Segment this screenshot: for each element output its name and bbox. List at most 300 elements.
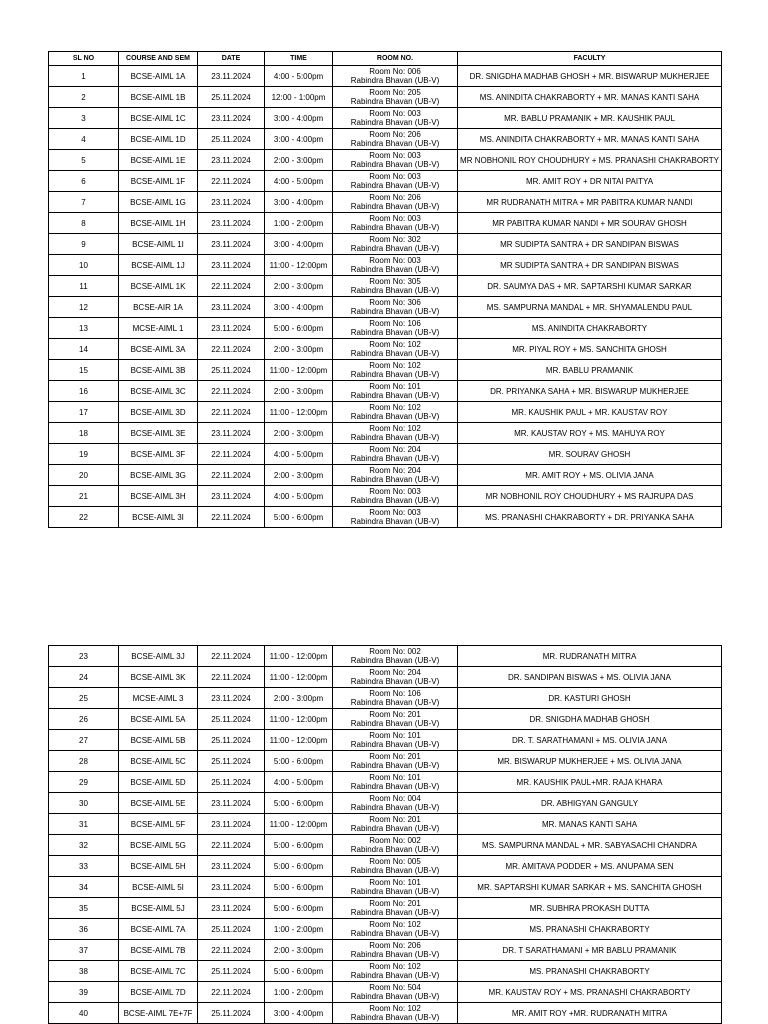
table-row — [49, 667, 722, 688]
time-cell: 4:00 - 5:00pm — [265, 486, 333, 507]
faculty-cell: DR. T SARATHAMANI + MR BABLU PRAMANIK — [458, 940, 722, 961]
date-cell: 25.11.2024 — [198, 751, 265, 772]
course-cell: BCSE-AIML 3G — [119, 465, 198, 486]
time-cell: 11:00 - 12:00pm — [265, 814, 333, 835]
date-cell: 22.11.2024 — [198, 171, 265, 192]
date-cell: 22.11.2024 — [198, 646, 265, 667]
time-cell: 2:00 - 3:00pm — [265, 940, 333, 961]
date-cell: 22.11.2024 — [198, 940, 265, 961]
room-cell — [333, 444, 458, 465]
time-cell: 5:00 - 6:00pm — [265, 793, 333, 814]
room-number: Room No: 101 — [369, 382, 421, 391]
date-cell: 23.11.2024 — [198, 255, 265, 276]
date-cell: 22.11.2024 — [198, 982, 265, 1003]
schedule-table-2 — [48, 645, 722, 1024]
room-cell — [333, 751, 458, 772]
table-row — [49, 360, 722, 381]
date-cell: 23.11.2024 — [198, 486, 265, 507]
sl-no-cell: 23 — [49, 646, 119, 667]
room-building: Rabindra Bhavan (UB-V) — [350, 887, 440, 896]
table-row — [49, 814, 722, 835]
room-building: Rabindra Bhavan (UB-V) — [350, 223, 440, 232]
room-building: Rabindra Bhavan (UB-V) — [350, 803, 440, 812]
time-cell: 2:00 - 3:00pm — [265, 381, 333, 402]
room-cell — [333, 1003, 458, 1024]
room-cell — [333, 898, 458, 919]
table-row — [49, 465, 722, 486]
header-time: TIME — [265, 52, 333, 66]
course-cell: BCSE-AIML 3K — [119, 667, 198, 688]
time-cell: 11:00 - 12:00pm — [265, 667, 333, 688]
course-cell: BCSE-AIML 1G — [119, 192, 198, 213]
course-cell: BCSE-AIML 3D — [119, 402, 198, 423]
table-row — [49, 877, 722, 898]
time-cell: 3:00 - 4:00pm — [265, 129, 333, 150]
course-cell: BCSE-AIML 5J — [119, 898, 198, 919]
course-cell: BCSE-AIML 3J — [119, 646, 198, 667]
date-cell: 22.11.2024 — [198, 402, 265, 423]
time-cell: 4:00 - 5:00pm — [265, 444, 333, 465]
table-row — [49, 486, 722, 507]
date-cell: 23.11.2024 — [198, 898, 265, 919]
room-cell — [333, 255, 458, 276]
faculty-cell: MR. PIYAL ROY + MS. SANCHITA GHOSH — [458, 339, 722, 360]
course-cell: BCSE-AIML 3E — [119, 423, 198, 444]
time-cell: 11:00 - 12:00pm — [265, 402, 333, 423]
room-building: Rabindra Bhavan (UB-V) — [350, 139, 440, 148]
header-faculty: FACULTY — [458, 52, 722, 66]
room-building: Rabindra Bhavan (UB-V) — [350, 433, 440, 442]
faculty-cell: MR SUDIPTA SANTRA + DR SANDIPAN BISWAS — [458, 234, 722, 255]
room-building: Rabindra Bhavan (UB-V) — [350, 992, 440, 1001]
header-sl-no: SL NO — [49, 52, 119, 66]
sl-no-cell: 2 — [49, 87, 119, 108]
room-building: Rabindra Bhavan (UB-V) — [350, 698, 440, 707]
date-cell: 25.11.2024 — [198, 129, 265, 150]
schedule-table-1 — [48, 51, 722, 528]
room-building: Rabindra Bhavan (UB-V) — [350, 76, 440, 85]
course-cell: BCSE-AIML 1B — [119, 87, 198, 108]
room-building: Rabindra Bhavan (UB-V) — [350, 517, 440, 526]
table-row — [49, 255, 722, 276]
room-number: Room No: 102 — [369, 1004, 421, 1013]
room-building: Rabindra Bhavan (UB-V) — [350, 286, 440, 295]
room-cell — [333, 339, 458, 360]
room-building: Rabindra Bhavan (UB-V) — [350, 349, 440, 358]
room-number: Room No: 206 — [369, 941, 421, 950]
course-cell: BCSE-AIML 5B — [119, 730, 198, 751]
table-row — [49, 444, 722, 465]
sl-no-cell: 11 — [49, 276, 119, 297]
faculty-cell: DR. KASTURI GHOSH — [458, 688, 722, 709]
course-cell: BCSE-AIML 3F — [119, 444, 198, 465]
room-building: Rabindra Bhavan (UB-V) — [350, 202, 440, 211]
date-cell: 22.11.2024 — [198, 507, 265, 528]
room-building: Rabindra Bhavan (UB-V) — [350, 118, 440, 127]
room-building: Rabindra Bhavan (UB-V) — [350, 181, 440, 190]
room-cell — [333, 213, 458, 234]
course-cell: BCSE-AIML 5I — [119, 877, 198, 898]
date-cell: 23.11.2024 — [198, 423, 265, 444]
room-building: Rabindra Bhavan (UB-V) — [350, 454, 440, 463]
room-building: Rabindra Bhavan (UB-V) — [350, 677, 440, 686]
table-row — [49, 66, 722, 87]
room-cell — [333, 835, 458, 856]
faculty-cell: MR. BISWARUP MUKHERJEE + MS. OLIVIA JANA — [458, 751, 722, 772]
faculty-cell: DR. PRIYANKA SAHA + MR. BISWARUP MUKHERJEE — [458, 381, 722, 402]
course-cell: BCSE-AIML 1H — [119, 213, 198, 234]
room-building: Rabindra Bhavan (UB-V) — [350, 265, 440, 274]
room-cell — [333, 108, 458, 129]
course-cell: BCSE-AIML 5A — [119, 709, 198, 730]
faculty-cell: DR. SAUMYA DAS + MR. SAPTARSHI KUMAR SARKAR — [458, 276, 722, 297]
faculty-cell: MR. AMIT ROY + DR NITAI PAITYA — [458, 171, 722, 192]
time-cell: 1:00 - 2:00pm — [265, 213, 333, 234]
room-cell — [333, 297, 458, 318]
sl-no-cell: 8 — [49, 213, 119, 234]
sl-no-cell: 30 — [49, 793, 119, 814]
date-cell: 23.11.2024 — [198, 877, 265, 898]
room-cell — [333, 814, 458, 835]
room-cell — [333, 87, 458, 108]
table-row — [49, 1003, 722, 1024]
faculty-cell: MR. SUBHRA PROKASH DUTTA — [458, 898, 722, 919]
sl-no-cell: 36 — [49, 919, 119, 940]
room-cell — [333, 234, 458, 255]
course-cell: MCSE-AIML 1 — [119, 318, 198, 339]
faculty-cell: DR. ABHIGYAN GANGULY — [458, 793, 722, 814]
room-building: Rabindra Bhavan (UB-V) — [350, 307, 440, 316]
sl-no-cell: 19 — [49, 444, 119, 465]
table-row — [49, 150, 722, 171]
course-cell: BCSE-AIML 3H — [119, 486, 198, 507]
faculty-cell: MS. PRANASHI CHAKRABORTY — [458, 919, 722, 940]
room-number: Room No: 204 — [369, 668, 421, 677]
course-cell: BCSE-AIML 1I — [119, 234, 198, 255]
sl-no-cell: 33 — [49, 856, 119, 877]
course-cell: BCSE-AIML 5H — [119, 856, 198, 877]
sl-no-cell: 14 — [49, 339, 119, 360]
room-number: Room No: 204 — [369, 466, 421, 475]
time-cell: 4:00 - 5:00pm — [265, 772, 333, 793]
time-cell: 5:00 - 6:00pm — [265, 877, 333, 898]
course-cell: MCSE-AIML 3 — [119, 688, 198, 709]
faculty-cell: MR. MANAS KANTI SAHA — [458, 814, 722, 835]
room-number: Room No: 504 — [369, 983, 421, 992]
table-row — [49, 688, 722, 709]
time-cell: 3:00 - 4:00pm — [265, 192, 333, 213]
room-cell — [333, 192, 458, 213]
sl-no-cell: 15 — [49, 360, 119, 381]
course-cell: BCSE-AIML 5E — [119, 793, 198, 814]
table-row — [49, 381, 722, 402]
room-cell — [333, 381, 458, 402]
table-row — [49, 171, 722, 192]
faculty-cell: MR. RUDRANATH MITRA — [458, 646, 722, 667]
room-cell — [333, 940, 458, 961]
sl-no-cell: 29 — [49, 772, 119, 793]
time-cell: 5:00 - 6:00pm — [265, 898, 333, 919]
table-row — [49, 919, 722, 940]
room-cell — [333, 360, 458, 381]
sl-no-cell: 32 — [49, 835, 119, 856]
faculty-cell: MS. ANINDITA CHAKRABORTY + MR. MANAS KANTI SAHA — [458, 87, 722, 108]
room-building: Rabindra Bhavan (UB-V) — [350, 740, 440, 749]
table-row — [49, 856, 722, 877]
room-cell — [333, 66, 458, 87]
room-cell — [333, 709, 458, 730]
room-cell — [333, 772, 458, 793]
room-number: Room No: 201 — [369, 815, 421, 824]
time-cell: 11:00 - 12:00pm — [265, 255, 333, 276]
sl-no-cell: 21 — [49, 486, 119, 507]
course-cell: BCSE-AIML 1F — [119, 171, 198, 192]
time-cell: 5:00 - 6:00pm — [265, 507, 333, 528]
sl-no-cell: 7 — [49, 192, 119, 213]
date-cell: 25.11.2024 — [198, 961, 265, 982]
room-number: Room No: 102 — [369, 361, 421, 370]
faculty-cell: MR PABITRA KUMAR NANDI + MR SOURAV GHOSH — [458, 213, 722, 234]
faculty-cell: DR. SANDIPAN BISWAS + MS. OLIVIA JANA — [458, 667, 722, 688]
room-building: Rabindra Bhavan (UB-V) — [350, 412, 440, 421]
room-building: Rabindra Bhavan (UB-V) — [350, 496, 440, 505]
time-cell: 4:00 - 5:00pm — [265, 66, 333, 87]
course-cell: BCSE-AIML 1J — [119, 255, 198, 276]
room-building: Rabindra Bhavan (UB-V) — [350, 719, 440, 728]
sl-no-cell: 25 — [49, 688, 119, 709]
date-cell: 22.11.2024 — [198, 339, 265, 360]
course-cell: BCSE-AIML 5F — [119, 814, 198, 835]
room-number: Room No: 003 — [369, 172, 421, 181]
date-cell: 23.11.2024 — [198, 66, 265, 87]
room-cell — [333, 856, 458, 877]
time-cell: 5:00 - 6:00pm — [265, 751, 333, 772]
course-cell: BCSE-AIR 1A — [119, 297, 198, 318]
course-cell: BCSE-AIML 1C — [119, 108, 198, 129]
faculty-cell: DR. SNIGDHA MADHAB GHOSH + MR. BISWARUP MUKHERJEE — [458, 66, 722, 87]
table-row — [49, 646, 722, 667]
room-building: Rabindra Bhavan (UB-V) — [350, 244, 440, 253]
faculty-cell: MR. SAPTARSHI KUMAR SARKAR + MS. SANCHITA GHOSH — [458, 877, 722, 898]
room-number: Room No: 003 — [369, 256, 421, 265]
room-number: Room No: 201 — [369, 899, 421, 908]
sl-no-cell: 1 — [49, 66, 119, 87]
room-cell — [333, 507, 458, 528]
faculty-cell: MR NOBHONIL ROY CHOUDHURY + MS. PRANASHI CHAKRABORTY — [458, 150, 722, 171]
date-cell: 22.11.2024 — [198, 835, 265, 856]
room-building: Rabindra Bhavan (UB-V) — [350, 761, 440, 770]
course-cell: BCSE-AIML 1A — [119, 66, 198, 87]
course-cell: BCSE-AIML 3B — [119, 360, 198, 381]
course-cell: BCSE-AIML 5C — [119, 751, 198, 772]
room-cell — [333, 793, 458, 814]
table-row — [49, 339, 722, 360]
header-room-no: ROOM NO. — [333, 52, 458, 66]
room-building: Rabindra Bhavan (UB-V) — [350, 845, 440, 854]
date-cell: 25.11.2024 — [198, 730, 265, 751]
room-number: Room No: 305 — [369, 277, 421, 286]
date-cell: 25.11.2024 — [198, 1003, 265, 1024]
table-row — [49, 276, 722, 297]
time-cell: 5:00 - 6:00pm — [265, 318, 333, 339]
time-cell: 2:00 - 3:00pm — [265, 339, 333, 360]
date-cell: 25.11.2024 — [198, 87, 265, 108]
sl-no-cell: 9 — [49, 234, 119, 255]
header-course-sem: COURSE AND SEM — [119, 52, 198, 66]
room-building: Rabindra Bhavan (UB-V) — [350, 782, 440, 791]
faculty-cell: MS. SAMPURNA MANDAL + MR. SHYAMALENDU PAUL — [458, 297, 722, 318]
room-building: Rabindra Bhavan (UB-V) — [350, 908, 440, 917]
sl-no-cell: 40 — [49, 1003, 119, 1024]
course-cell: BCSE-AIML 3A — [119, 339, 198, 360]
room-number: Room No: 005 — [369, 857, 421, 866]
room-number: Room No: 306 — [369, 298, 421, 307]
room-cell — [333, 730, 458, 751]
room-number: Room No: 006 — [369, 67, 421, 76]
room-cell — [333, 150, 458, 171]
room-cell — [333, 465, 458, 486]
room-number: Room No: 102 — [369, 424, 421, 433]
room-building: Rabindra Bhavan (UB-V) — [350, 866, 440, 875]
date-cell: 25.11.2024 — [198, 772, 265, 793]
room-building: Rabindra Bhavan (UB-V) — [350, 1013, 440, 1022]
date-cell: 23.11.2024 — [198, 192, 265, 213]
sl-no-cell: 5 — [49, 150, 119, 171]
sl-no-cell: 6 — [49, 171, 119, 192]
date-cell: 22.11.2024 — [198, 444, 265, 465]
date-cell: 23.11.2024 — [198, 793, 265, 814]
room-cell — [333, 171, 458, 192]
time-cell: 1:00 - 2:00pm — [265, 982, 333, 1003]
room-cell — [333, 318, 458, 339]
faculty-cell: MR. KAUSHIK PAUL+MR. RAJA KHARA — [458, 772, 722, 793]
date-cell: 23.11.2024 — [198, 688, 265, 709]
room-number: Room No: 102 — [369, 962, 421, 971]
sl-no-cell: 28 — [49, 751, 119, 772]
room-building: Rabindra Bhavan (UB-V) — [350, 97, 440, 106]
room-number: Room No: 106 — [369, 689, 421, 698]
date-cell: 23.11.2024 — [198, 814, 265, 835]
date-cell: 23.11.2024 — [198, 213, 265, 234]
room-number: Room No: 003 — [369, 487, 421, 496]
room-building: Rabindra Bhavan (UB-V) — [350, 656, 440, 665]
room-number: Room No: 302 — [369, 235, 421, 244]
faculty-cell: MR. AMIT ROY +MR. RUDRANATH MITRA — [458, 1003, 722, 1024]
table-row — [49, 192, 722, 213]
room-number: Room No: 204 — [369, 445, 421, 454]
room-number: Room No: 206 — [369, 193, 421, 202]
room-cell — [333, 877, 458, 898]
room-cell — [333, 402, 458, 423]
sl-no-cell: 38 — [49, 961, 119, 982]
time-cell: 2:00 - 3:00pm — [265, 276, 333, 297]
faculty-cell: MS. PRANASHI CHAKRABORTY + DR. PRIYANKA SAHA — [458, 507, 722, 528]
sl-no-cell: 39 — [49, 982, 119, 1003]
table-row — [49, 835, 722, 856]
table-row — [49, 213, 722, 234]
room-number: Room No: 201 — [369, 752, 421, 761]
room-building: Rabindra Bhavan (UB-V) — [350, 370, 440, 379]
time-cell: 2:00 - 3:00pm — [265, 423, 333, 444]
date-cell: 23.11.2024 — [198, 318, 265, 339]
sl-no-cell: 24 — [49, 667, 119, 688]
room-number: Room No: 003 — [369, 508, 421, 517]
table-row — [49, 751, 722, 772]
course-cell: BCSE-AIML 5D — [119, 772, 198, 793]
room-number: Room No: 003 — [369, 109, 421, 118]
faculty-cell: MS. SAMPURNA MANDAL + MR. SABYASACHI CHANDRA — [458, 835, 722, 856]
faculty-cell: MR. BABLU PRAMANIK — [458, 360, 722, 381]
room-building: Rabindra Bhavan (UB-V) — [350, 160, 440, 169]
table-row — [49, 297, 722, 318]
time-cell: 3:00 - 4:00pm — [265, 1003, 333, 1024]
time-cell: 11:00 - 12:00pm — [265, 646, 333, 667]
sl-no-cell: 18 — [49, 423, 119, 444]
room-cell — [333, 276, 458, 297]
time-cell: 1:00 - 2:00pm — [265, 919, 333, 940]
faculty-cell: MR. BABLU PRAMANIK + MR. KAUSHIK PAUL — [458, 108, 722, 129]
room-building: Rabindra Bhavan (UB-V) — [350, 929, 440, 938]
sl-no-cell: 31 — [49, 814, 119, 835]
room-building: Rabindra Bhavan (UB-V) — [350, 475, 440, 484]
room-number: Room No: 106 — [369, 319, 421, 328]
time-cell: 2:00 - 3:00pm — [265, 150, 333, 171]
table-row — [49, 772, 722, 793]
date-cell: 25.11.2024 — [198, 709, 265, 730]
room-number: Room No: 102 — [369, 403, 421, 412]
room-cell — [333, 423, 458, 444]
room-number: Room No: 101 — [369, 773, 421, 782]
room-number: Room No: 003 — [369, 151, 421, 160]
sl-no-cell: 12 — [49, 297, 119, 318]
room-number: Room No: 206 — [369, 130, 421, 139]
time-cell: 11:00 - 12:00pm — [265, 709, 333, 730]
table-row — [49, 898, 722, 919]
course-cell: BCSE-AIML 7C — [119, 961, 198, 982]
room-building: Rabindra Bhavan (UB-V) — [350, 328, 440, 337]
sl-no-cell: 10 — [49, 255, 119, 276]
date-cell: 22.11.2024 — [198, 465, 265, 486]
room-cell — [333, 919, 458, 940]
sl-no-cell: 16 — [49, 381, 119, 402]
table-row — [49, 730, 722, 751]
room-building: Rabindra Bhavan (UB-V) — [350, 391, 440, 400]
course-cell: BCSE-AIML 5G — [119, 835, 198, 856]
table-row — [49, 961, 722, 982]
sl-no-cell: 37 — [49, 940, 119, 961]
faculty-cell: MS. ANINDITA CHAKRABORTY + MR. MANAS KANTI SAHA — [458, 129, 722, 150]
header-row — [49, 52, 722, 66]
room-cell — [333, 982, 458, 1003]
room-cell — [333, 961, 458, 982]
course-cell: BCSE-AIML 1K — [119, 276, 198, 297]
date-cell: 23.11.2024 — [198, 297, 265, 318]
time-cell: 4:00 - 5:00pm — [265, 171, 333, 192]
faculty-cell: MR. AMIT ROY + MS. OLIVIA JANA — [458, 465, 722, 486]
time-cell: 3:00 - 4:00pm — [265, 297, 333, 318]
date-cell: 23.11.2024 — [198, 234, 265, 255]
time-cell: 5:00 - 6:00pm — [265, 835, 333, 856]
table-row — [49, 234, 722, 255]
time-cell: 3:00 - 4:00pm — [265, 234, 333, 255]
date-cell: 25.11.2024 — [198, 360, 265, 381]
course-cell: BCSE-AIML 1D — [119, 129, 198, 150]
room-cell — [333, 688, 458, 709]
table-row — [49, 507, 722, 528]
room-building: Rabindra Bhavan (UB-V) — [350, 971, 440, 980]
time-cell: 12:00 - 1:00pm — [265, 87, 333, 108]
faculty-cell: MR RUDRANATH MITRA + MR PABITRA KUMAR NANDI — [458, 192, 722, 213]
